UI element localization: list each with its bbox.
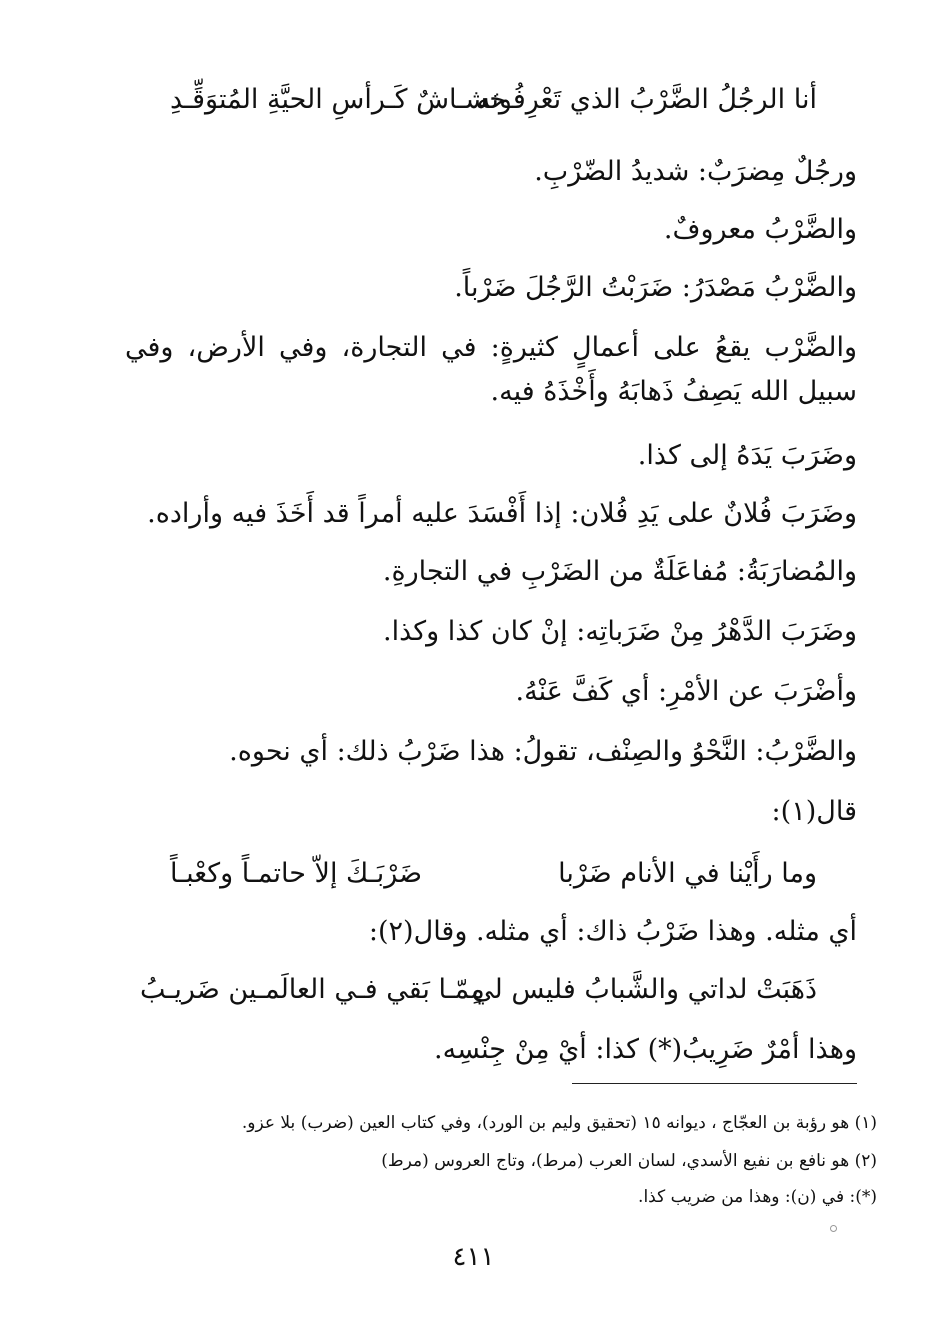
text-paragraph: والضَّرْب يقعُ على أعمالٍ كثيرةٍ: في التجارة، وفي الأرض، وفي سبيل الله يَصِفُ ذَهابَهُ وأَخْذَهُ فيه. [125, 332, 857, 407]
text-line: وأضْرَبَ عن الأمْرِ: أي كَفَّ عَنْهُ. [515, 676, 857, 707]
text-line: والضَّرْبُ: النَّحْوُ والصِنْف، تقولُ: هذا ضَرْبُ ذلك: أي نحوه. [229, 736, 857, 767]
poetry-verse [170, 852, 817, 896]
verse-hemistich-second: خشـاشٌ كَـرأسِ الحيَّةِ المُتوَقِّـدِ [170, 84, 506, 115]
footnote: (٢) هو نافع بن نفيع الأسدي، لسان العرب (مرط)، وتاج العروس (مرط) [381, 1151, 877, 1171]
text-line: وضَرَبَ فُلانٌ على يَدِ فُلان: إذا أَفْسَدَ عليه أمراً قد أَخَذَ فيه وأراده. [147, 498, 857, 529]
text-line: والضَّرْبُ مَصْدَرُ: ضَرَبْتُ الرَّجُلَ ضَرْباً. [454, 272, 857, 303]
verse-hemistich-first: ذَهَبَتْ لداتي والشَّبابُ فليس لي [472, 974, 817, 1005]
footnote: (*): في (ن): وهذا من ضريب كذا. [638, 1187, 877, 1207]
verse-hemistich-second: ضَرْبَـكَ إلاّ حاتمـاً وكعْبـاً [170, 858, 423, 889]
verse-hemistich-first: أنا الرجُلُ الضَّرْبُ الذي تَعْرِفُونه [476, 84, 817, 115]
footnote-separator [572, 1083, 857, 1084]
text-line: والمُضارَبَةُ: مُفاعَلَةٌ من الضَرْبِ في التجارةِ. [382, 556, 857, 587]
footnote: (١) هو رؤبة بن العجّاج ، ديوانه ١٥ (تحقيق وليم بن الورد)، وفي كتاب العين (ضرب) بلا عزو. [241, 1113, 877, 1133]
poetry-verse [170, 78, 817, 122]
text-line: وضَرَبَ يَدَهُ إلى كذا. [637, 440, 857, 471]
page-number: ٤١١ [452, 1242, 495, 1272]
text-line: وضَرَبَ الدَّهْرُ مِنْ ضَرَباتِه: إنْ كان كذا وكذا. [383, 616, 857, 647]
scan-speck [830, 1225, 837, 1232]
text-line: ورجُلٌ مِضرَبٌ: شديدُ الضّرْبِ. [534, 156, 857, 187]
verse-hemistich-first: وما رأَيْنا في الأنام ضَرْبا [558, 858, 817, 889]
text-line: قال(١): [771, 796, 857, 827]
text-line: أي مثله. وهذا ضَرْبُ ذاك: أي مثله. وقال(٢): [368, 916, 857, 947]
verse-hemistich-second: مِمّـا بَقي فـي العالَمـين ضَريـبُ [140, 974, 485, 1005]
text-line: والضَّرْبُ معروفٌ. [663, 214, 857, 245]
text-line: وهذا أمْرٌ ضَرِيبُ(*) كذا: أيْ مِنْ جِنْسِه. [434, 1034, 857, 1065]
poetry-verse [140, 968, 817, 1012]
